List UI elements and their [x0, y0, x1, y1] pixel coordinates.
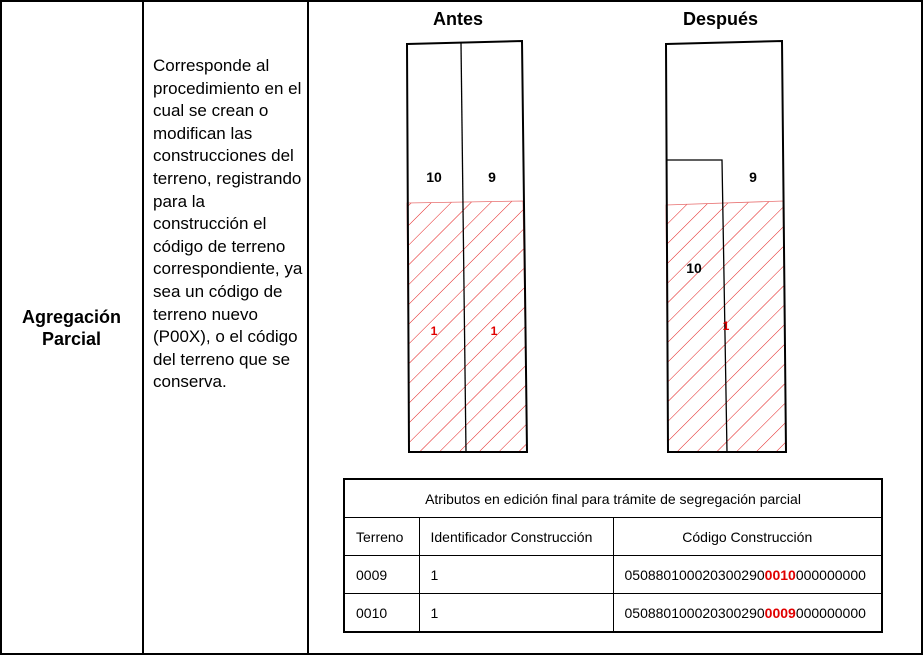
cell-codigo: [613, 556, 882, 594]
after-lot-label-left: 10: [686, 260, 702, 276]
procedure-title-line1: Agregación: [21, 306, 122, 327]
cell-terreno: 0010: [344, 594, 419, 633]
attributes-table: [343, 478, 883, 633]
table-title-row: [344, 479, 882, 518]
cell-codigo: [613, 594, 882, 633]
before-lot-label-left: 10: [426, 169, 442, 185]
before-diagram: [407, 41, 527, 452]
description-text: Corresponde al procedimiento en el cual se crean o modifican las construcciones del terreno, registrando para la construcción el código de terreno correspondiente, ya sea un código de terreno nuevo (P00X), o el código del terreno que se conserva.: [153, 56, 303, 392]
header-identificador: Identificador Construcción: [419, 518, 613, 556]
before-construction-hatch: [407, 201, 527, 452]
before-lot-label-right: 9: [488, 169, 496, 185]
codigo-suffix: 000000000: [795, 604, 866, 621]
after-heading: Después: [683, 9, 759, 29]
codigo-highlight: 0009: [764, 604, 796, 621]
cell-identificador: 1: [419, 556, 613, 594]
cell-identificador: 1: [419, 594, 613, 633]
codigo-prefix: 050880100020300290: [624, 566, 765, 583]
table-title: Atributos en edición final para trámite de segregación parcial: [344, 479, 882, 518]
header-codigo: Código Construcción: [613, 518, 882, 556]
codigo-highlight: 0010: [764, 566, 796, 583]
codigo-suffix: 000000000: [795, 566, 866, 583]
table-row: [344, 556, 882, 594]
before-construction-label-left: 1: [430, 324, 438, 338]
after-construction-label: 1: [722, 319, 730, 333]
table-header-row: [344, 518, 882, 556]
after-diagram: [666, 41, 786, 452]
table-row: [344, 594, 882, 633]
after-lot-label-right: 9: [749, 169, 757, 185]
procedure-title-line2: Parcial: [41, 328, 102, 349]
before-heading: Antes: [433, 9, 484, 29]
before-construction-label-right: 1: [490, 324, 498, 338]
codigo-prefix: 050880100020300290: [624, 604, 765, 621]
cell-terreno: 0009: [344, 556, 419, 594]
header-terreno: Terreno: [344, 518, 419, 556]
